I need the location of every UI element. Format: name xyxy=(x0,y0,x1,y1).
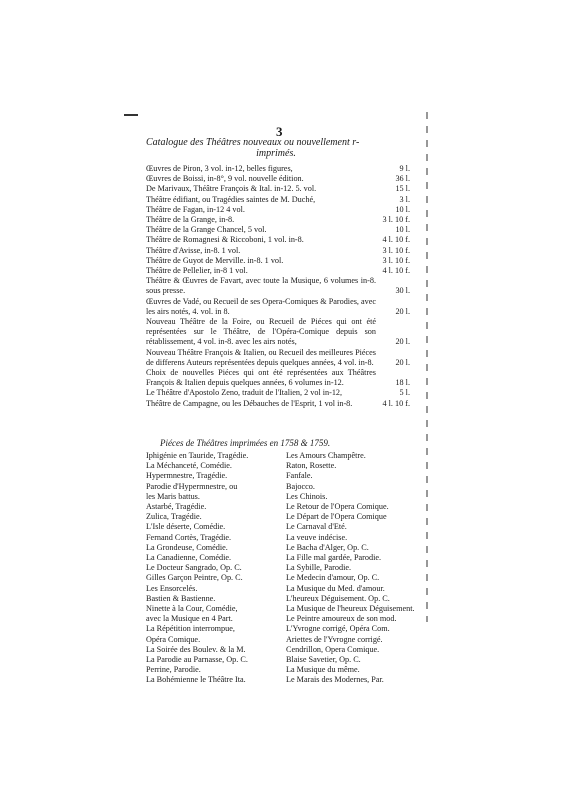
catalogue-entry xyxy=(146,205,410,215)
heading-line-2: imprimés. xyxy=(256,148,296,159)
play-title: La Musique de l'heureux Déguisement. xyxy=(286,604,415,614)
play-title: Le Docteur Sangrado, Op. C. xyxy=(146,563,242,573)
play-title: La Musique du même. xyxy=(286,665,360,675)
catalogue-entry xyxy=(146,164,410,174)
play-title: Gilles Garçon Peintre, Op. C. xyxy=(146,573,243,583)
play-title: Le Peintre amoureux de son mod. xyxy=(286,614,397,624)
entry-title: Théâtre de Guyot de Merville. in-8. 1 vol. xyxy=(146,255,284,265)
catalogue-entry xyxy=(146,348,410,368)
entry-title: Théâtre de Pellelier, in-8 1 vol. xyxy=(146,266,248,276)
play-title: Iphigénie en Tauride, Tragédie. xyxy=(146,451,249,460)
play-title: Les Ensorcelés. xyxy=(146,583,198,593)
entry-price: 20 l. xyxy=(376,337,410,347)
play-title: Bastien & Bastienne. xyxy=(146,593,216,603)
play-title: Fanfale. xyxy=(286,471,313,481)
entry-title: Œuvres de Boissi, in-8°, 9 vol. nouvelle édition. xyxy=(146,174,304,184)
entry-price: 18 l. xyxy=(376,378,410,388)
play-title: La Soirée des Boulev. & la M. xyxy=(146,644,246,654)
play-title: Cendrillon, Opera Comique. xyxy=(286,644,380,654)
entry-price: 3 l. 10 f. xyxy=(376,246,410,256)
entry-title: Nouveau Théâtre de la Foire, ou Recueil de Piéces qui ont été représentées sur le Théâtre, de l'Opéra-Comique depuis son rétablissement, 4 vol. in-8. avec les airs notés, xyxy=(146,317,376,347)
play-title: Fernand Cortès, Tragédie. xyxy=(146,532,232,542)
play-title: Ninette à la Cour, Comédie, xyxy=(146,604,238,614)
catalogue-entry xyxy=(146,256,410,266)
entry-title: Théâtre édifiant, ou Tragédies saintes de M. Duché, xyxy=(146,194,316,204)
play-title: La Fille mal gardée, Parodie. xyxy=(286,553,382,563)
play-title: La Sybille, Parodie. xyxy=(286,563,352,573)
entry-title: Nouveau Théâtre François & Italien, ou Recueil des meilleures Piéces de differens Auteurs représentées depuis quelques années, 4 vol. in-8. xyxy=(146,347,376,367)
catalogue-entry xyxy=(146,399,410,409)
catalogue-entry xyxy=(146,235,410,245)
entry-title: Le Théâtre d'Apostolo Zeno, traduit de l'Italien, 2 vol in-12, xyxy=(146,388,343,398)
play-title: Zulica, Tragédie. xyxy=(146,512,202,522)
catalogue-list xyxy=(146,164,410,409)
plays-right-column xyxy=(286,451,418,686)
play-title: La Parodie au Parnasse, Op. C. xyxy=(146,655,248,665)
catalogue-entry xyxy=(146,317,410,348)
margin-mark xyxy=(124,114,138,116)
entry-price: 10 l. xyxy=(376,205,410,215)
play-title: Le Medecin d'amour, Op. C. xyxy=(286,573,380,583)
entry-title: Œuvres de Vadé, ou Recueil de ses Opera-Comiques & Parodies, avec les airs notés, 4. vol. in 8. xyxy=(146,296,376,316)
play-title: les Maris battus. xyxy=(146,491,200,501)
play-title: La Musique du Med. d'amour. xyxy=(286,583,385,593)
play-title: Le Départ de l'Opera Comique xyxy=(286,512,387,522)
catalogue-heading xyxy=(146,137,426,159)
catalogue-entry xyxy=(146,297,410,317)
catalogue-entry xyxy=(146,246,410,256)
entry-price: 9 l. xyxy=(376,164,410,174)
play-title: Perrine, Parodie. xyxy=(146,665,201,675)
entry-title: Œuvres de Piron, 3 vol. in-12, belles figures, xyxy=(146,164,293,173)
play-title: Le Marais des Modernes, Par. xyxy=(286,675,384,685)
page-edge-shadow xyxy=(426,112,428,622)
entry-price: 36 l. xyxy=(376,174,410,184)
play-title: L'heureux Déguisement. Op. C. xyxy=(286,593,390,603)
entry-title: Théâtre de Romagnesi & Riccoboni, 1 vol. in-8. xyxy=(146,235,304,245)
entry-price: 4 l. 10 f. xyxy=(376,399,410,409)
play-title: Le Bacha d'Alger, Op. C. xyxy=(286,542,369,552)
entry-price: 4 l. 10 f. xyxy=(376,235,410,245)
play-title: La Répétition interrompue, xyxy=(146,624,235,634)
play-title: Ariettes de l'Yvrogne corrigé. xyxy=(286,634,383,644)
heading-line-1: Catalogue des Théâtres nouveaux ou nouvellement r- xyxy=(146,137,360,148)
catalogue-entry xyxy=(146,195,410,205)
catalogue-entry xyxy=(146,184,410,194)
catalogue-entry xyxy=(146,276,410,296)
entry-price: 10 l. xyxy=(376,225,410,235)
entry-price: 4 l. 10 f. xyxy=(376,266,410,276)
entry-price: 30 l. xyxy=(376,286,410,296)
play-title: Le Retour de l'Opera Comique. xyxy=(286,502,389,512)
play-title: Les Chinois. xyxy=(286,491,328,501)
play-title: Astarbé, Tragédie. xyxy=(146,502,207,512)
entry-title: Théâtre d'Avisse, in-8. 1 vol. xyxy=(146,245,241,255)
play-title: L'Yvrogne corrigé, Opéra Com. xyxy=(286,624,390,634)
catalogue-entry xyxy=(146,174,410,184)
catalogue-entry xyxy=(146,266,410,276)
catalogue-entry xyxy=(146,368,410,388)
entry-price: 3 l. 10 f. xyxy=(376,256,410,266)
entry-price: 20 l. xyxy=(376,307,410,317)
plays-subheading: Piéces de Théâtres imprimées en 1758 & 1759. xyxy=(160,438,331,448)
entry-title: Théâtre de la Grange Chancel, 5 vol. xyxy=(146,225,267,235)
play-title: Parodie d'Hypermnestre, ou xyxy=(146,481,238,491)
entry-price: 5 l. xyxy=(376,388,410,398)
play-title: L'Isle déserte, Comédie. xyxy=(146,522,226,532)
page-number: 3 xyxy=(276,124,283,139)
play-title: Raton, Rosette. xyxy=(286,461,337,471)
play-title: La veuve indécise. xyxy=(286,532,348,542)
entry-title: Théâtre de Fagan, in-12 4 vol. xyxy=(146,204,245,214)
entry-price: 20 l. xyxy=(376,358,410,368)
entry-title: Théâtre de Campagne, ou les Débauches de l'Esprit, 1 vol in-8. xyxy=(146,398,353,408)
catalogue-entry xyxy=(146,388,410,398)
play-title: La Méchanceté, Comédie. xyxy=(146,461,232,471)
catalogue-entry xyxy=(146,215,410,225)
entry-price: 3 l. xyxy=(376,195,410,205)
entry-title: De Marivaux, Théâtre François & Ital. in-12. 5. vol. xyxy=(146,184,317,194)
play-title: La Grondeuse, Comédie. xyxy=(146,542,228,552)
play-title: Hypermnestre, Tragédie. xyxy=(146,471,228,481)
plays-left-column xyxy=(146,451,280,686)
entry-price: 15 l. xyxy=(376,184,410,194)
play-title: Le Carnaval d'Eté. xyxy=(286,522,347,532)
play-title: Blaise Savetier, Op. C. xyxy=(286,655,361,665)
play-title: Bajocco. xyxy=(286,481,315,491)
play-title: La Canadienne, Comédie. xyxy=(146,553,232,563)
entry-price: 3 l. 10 f. xyxy=(376,215,410,225)
entry-title: Choix de nouvelles Piéces qui ont été représentées aux Théâtres François & Italien depuis quelques années, 6 volumes in-12. xyxy=(146,368,376,388)
play-title: avec la Musique en 4 Part. xyxy=(146,614,233,624)
play-title: Opéra Comique. xyxy=(146,634,201,644)
play-title: Les Amours Champêtre. xyxy=(286,451,366,460)
catalogue-entry xyxy=(146,225,410,235)
entry-title: Théâtre & Œuvres de Favart, avec toute la Musique, 6 volumes in-8. sous presse. xyxy=(146,276,376,296)
play-title: La Bohémienne le Théâtre Ita. xyxy=(146,675,246,685)
entry-title: Théâtre de la Grange, in-8. xyxy=(146,215,235,225)
